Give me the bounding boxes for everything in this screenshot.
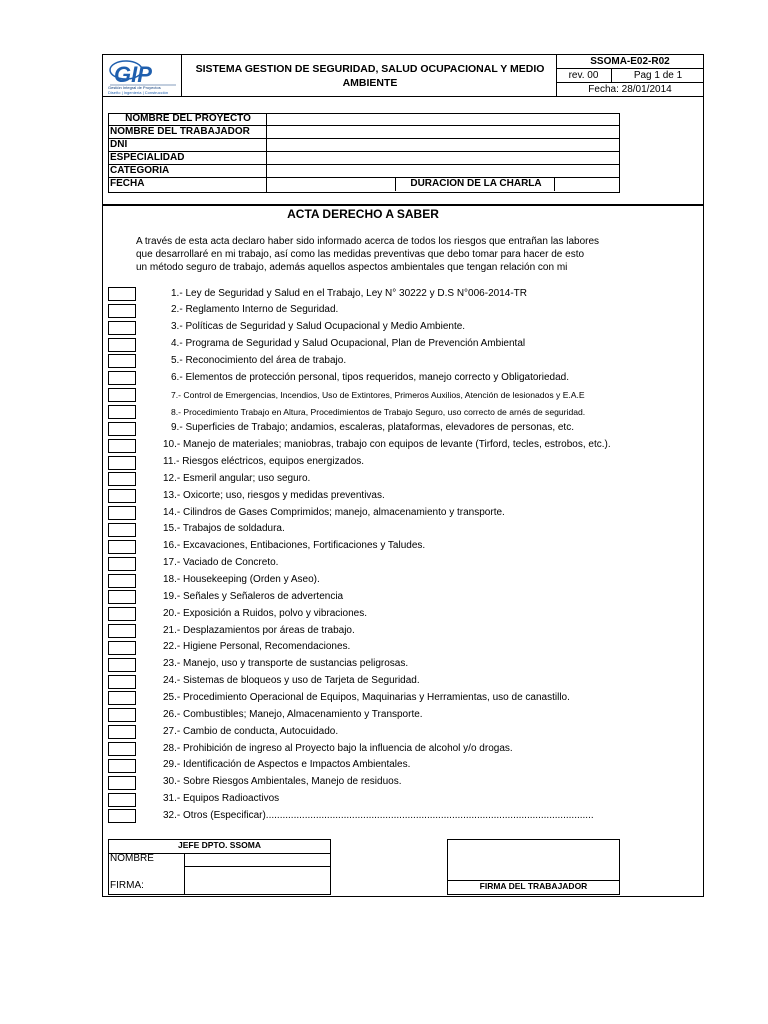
act-paragraph-line-2: que desarrollaré en mi trabajo, así como las medidas preventivas que debo tomar para hacer de esto <box>136 249 585 260</box>
checklist-item-label: 8.- Procedimiento Trabajo en Altura, Procedimientos de Trabajo Seguro, uso correcto de arnés de seguridad. <box>171 407 586 417</box>
checklist-item-label: 20.- Exposición a Ruidos, polvo y vibraciones. <box>163 607 367 619</box>
worker-field[interactable] <box>267 126 620 139</box>
checklist-checkbox[interactable] <box>108 641 136 655</box>
checklist-checkbox[interactable] <box>108 624 136 638</box>
checklist-item-label: 2.- Reglamento Interno de Seguridad. <box>171 304 339 316</box>
page-number: Pag 1 de 1 <box>612 69 704 83</box>
checklist-checkbox[interactable] <box>108 675 136 689</box>
header-title: SISTEMA GESTION DE SEGURIDAD, SALUD OCUPACIONAL Y MEDIO AMBIENTE <box>195 63 545 89</box>
checklist-item-label: 11.- Riesgos eléctricos, equipos energizados. <box>163 456 365 467</box>
checklist-checkbox[interactable] <box>108 809 136 823</box>
supervisor-title: JEFE DPTO. SSOMA <box>178 840 261 850</box>
checklist-item-label: 10.- Manejo de materiales; maniobras, trabajo con equipos de levante (Tirford, tecles, estrobos, etc.). <box>163 439 611 451</box>
checklist-item-label: 27.- Cambio de conducta, Autocuidado. <box>163 725 339 737</box>
checklist-item-label: 19.- Señales y Señaleros de advertencia <box>163 590 344 602</box>
checklist-checkbox[interactable] <box>108 557 136 571</box>
checklist-item-label: 16.- Excavaciones, Entibaciones, Fortificaciones y Taludes. <box>163 540 426 552</box>
specialty-field[interactable] <box>267 152 620 165</box>
checklist-item-label: 6.- Elementos de protección personal, tipos requeridos, manejo correcto y Obligatoriedad. <box>171 371 569 383</box>
category-label: CATEGORIA <box>108 165 266 178</box>
checklist-item-label: 32.- Otros (Especificar)...................................................................................................................... <box>163 809 594 821</box>
checklist-item-label: 25.- Procedimiento Operacional de Equipos, Maquinarias y Herramientas, uso de canastillo. <box>163 691 570 703</box>
checklist-item-label: 18.- Housekeeping (Orden y Aseo). <box>163 574 320 585</box>
duration-field[interactable] <box>555 178 620 191</box>
checklist-checkbox[interactable] <box>108 691 136 705</box>
checklist-item-label: 14.- Cilindros de Gases Comprimidos; manejo, almacenamiento y transporte. <box>163 506 505 518</box>
checklist-checkbox[interactable] <box>108 304 136 318</box>
checklist-checkbox[interactable] <box>108 388 136 402</box>
checklist-checkbox[interactable] <box>108 371 136 385</box>
date-field[interactable] <box>267 178 395 191</box>
checklist-item-label: 29.- Identificación de Aspectos e Impactos Ambientales. <box>163 759 411 771</box>
checklist-checkbox[interactable] <box>108 523 136 537</box>
act-paragraph-line-3: un método seguro de trabajo, además aquellos aspectos ambientales que tengan relación con mi <box>136 262 568 273</box>
act-paragraph-line-1: A través de esta acta declaro haber sido informado acerca de todos los riesgos que entrañan las labores <box>136 236 600 247</box>
checklist-checkbox[interactable] <box>108 405 136 419</box>
project-label: NOMBRE DEL PROYECTO <box>108 113 266 126</box>
checklist-checkbox[interactable] <box>108 607 136 621</box>
checklist-checkbox[interactable] <box>108 422 136 436</box>
checklist-checkbox[interactable] <box>108 708 136 722</box>
checklist-checkbox[interactable] <box>108 338 136 352</box>
checklist-checkbox[interactable] <box>108 725 136 739</box>
sign-field[interactable] <box>184 867 331 895</box>
checklist-item-label: 1.- Ley de Seguridad y Salud en el Trabajo, Ley N° 30222 y D.S N°006-2014-TR <box>171 287 527 299</box>
checklist-checkbox[interactable] <box>108 574 136 588</box>
checklist-item-label: 22.- Higiene Personal, Recomendaciones. <box>163 641 351 653</box>
checklist-item-label: 13.- Oxicorte; uso, riesgos y medidas preventivas. <box>163 489 385 501</box>
checklist-checkbox[interactable] <box>108 658 136 672</box>
checklist-item-label: 31.- Equipos Radioactivos <box>163 793 280 804</box>
category-field[interactable] <box>267 165 620 178</box>
sign-label: FIRMA: <box>110 880 144 891</box>
logo-subtitle-2: Diseño | Ingeniería | Construcción <box>108 90 169 95</box>
checklist-item-label: 5.- Reconocimiento del área de trabajo. <box>171 354 347 366</box>
checklist-item-label: 24.- Sistemas de bloqueos y uso de Tarjeta de Seguridad. <box>163 675 420 686</box>
checklist-item-label: 17.- Vaciado de Concreto. <box>163 557 279 569</box>
document-date: Fecha: 28/01/2014 <box>588 84 672 95</box>
checklist-checkbox[interactable] <box>108 759 136 773</box>
specialty-label: ESPECIALIDAD <box>108 152 266 165</box>
checklist-checkbox[interactable] <box>108 489 136 503</box>
logo-cell <box>102 54 182 97</box>
checklist-item-label: 26.- Combustibles; Manejo, Almacenamiento y Transporte. <box>163 708 423 720</box>
project-field[interactable] <box>267 113 620 126</box>
checklist-checkbox[interactable] <box>108 456 136 470</box>
checklist-item-label: 9.- Superficies de Trabajo; andamios, escaleras, plataformas, elevadores de personas, etc. <box>171 422 574 434</box>
checklist-checkbox[interactable] <box>108 439 136 453</box>
checklist-checkbox[interactable] <box>108 776 136 790</box>
checklist-item-label: 12.- Esmeril angular; uso seguro. <box>163 472 311 484</box>
checklist-checkbox[interactable] <box>108 742 136 756</box>
checklist-item-label: 15.- Trabajos de soldadura. <box>163 523 285 535</box>
name-field[interactable] <box>184 853 331 867</box>
logo-subtitle-1: Gestión Integral de Proyectos <box>108 85 161 90</box>
dni-field[interactable] <box>267 139 620 152</box>
checklist-item-label: 28.- Prohibición de ingreso al Proyecto bajo la influencia de alcohol y/o drogas. <box>163 742 513 754</box>
checklist-checkbox[interactable] <box>108 506 136 520</box>
checklist-checkbox[interactable] <box>108 793 136 807</box>
checklist-checkbox[interactable] <box>108 287 136 301</box>
checklist-checkbox[interactable] <box>108 472 136 486</box>
svg-text:GIP: GIP <box>114 62 152 87</box>
checklist-item-label: 23.- Manejo, uso y transporte de sustancias peligrosas. <box>163 658 409 670</box>
worker-label: NOMBRE DEL TRABAJADOR <box>108 126 266 139</box>
duration-label: DURACION DE LA CHARLA <box>395 178 555 191</box>
checklist-item-label: 21.- Desplazamientos por áreas de trabajo. <box>163 624 355 636</box>
checklist-item-label: 4.- Programa de Seguridad y Salud Ocupacional, Plan de Prevención Ambiental <box>171 338 526 350</box>
name-label: NOMBRE <box>110 853 154 864</box>
act-title: ACTA DERECHO A SABER <box>287 207 439 221</box>
checklist-checkbox[interactable] <box>108 590 136 604</box>
section-divider <box>102 204 704 206</box>
revision: rev. 00 <box>556 69 612 83</box>
checklist-item-label: 7.- Control de Emergencias, Incendios, Uso de Extintores, Primeros Auxilios, Atención de lesionados y E.A.E <box>171 390 585 401</box>
checklist-item-label: 3.- Políticas de Seguridad y Salud Ocupacional y Medio Ambiente. <box>171 321 466 333</box>
checklist-checkbox[interactable] <box>108 321 136 335</box>
document-code: SSOMA-E02-R02 <box>556 55 704 69</box>
checklist-checkbox[interactable] <box>108 540 136 554</box>
worker-sign-label: FIRMA DEL TRABAJADOR <box>479 881 588 891</box>
checklist-checkbox[interactable] <box>108 354 136 368</box>
checklist-item-label: 30.- Sobre Riesgos Ambientales, Manejo de residuos. <box>163 776 402 788</box>
dni-label: DNI <box>108 139 266 152</box>
date-label: FECHA <box>110 178 145 189</box>
